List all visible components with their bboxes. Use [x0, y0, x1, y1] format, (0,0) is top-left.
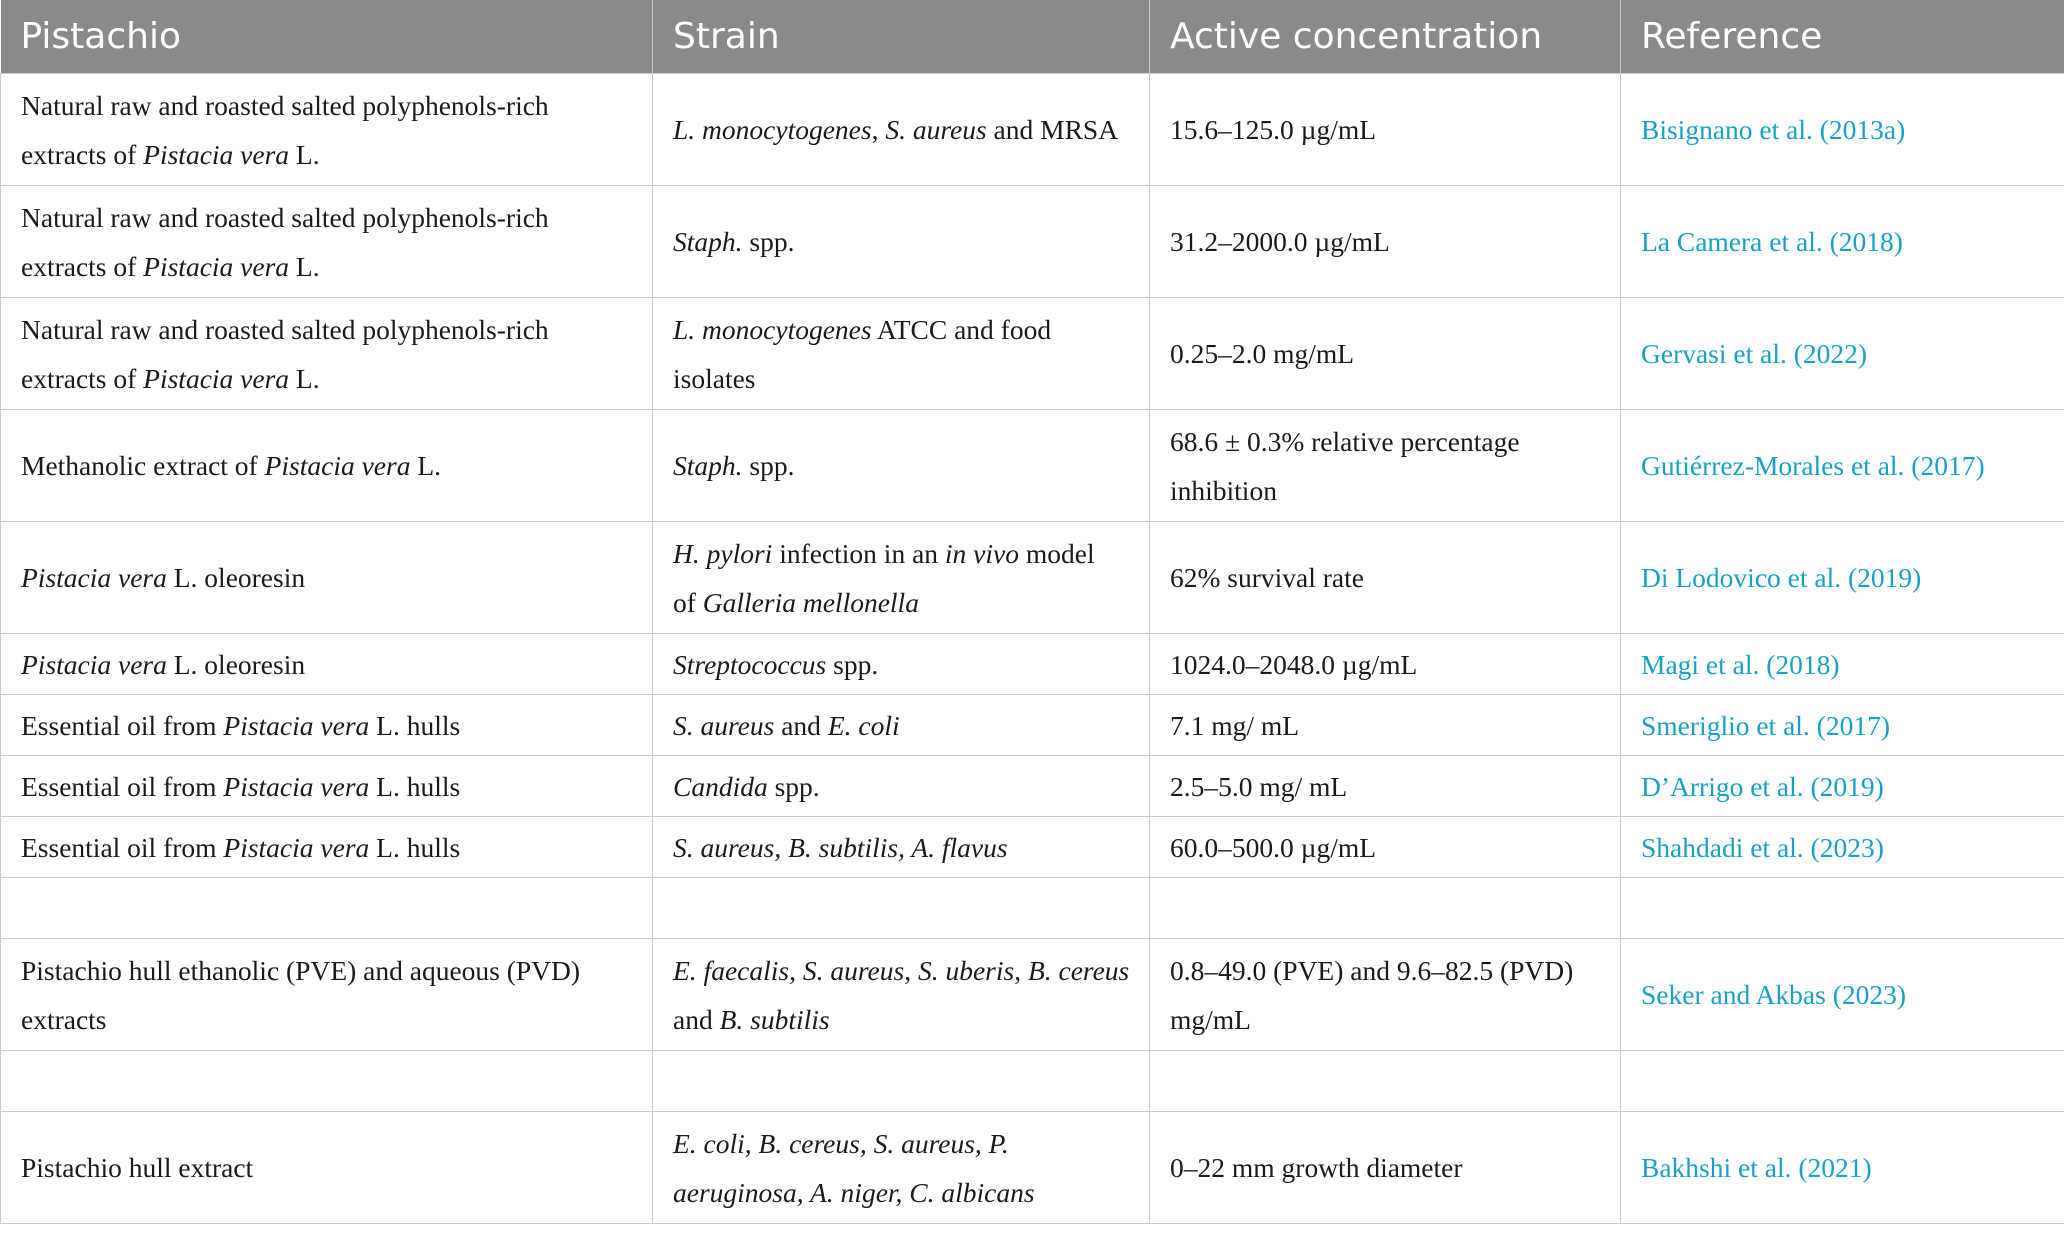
cell-concentration: 31.2–2000.0 µg/mL: [1150, 186, 1621, 298]
reference-link[interactable]: Bakhshi et al. (2021): [1621, 1112, 2064, 1224]
reference-link[interactable]: D’Arrigo et al. (2019): [1621, 756, 2064, 817]
table-row: [1, 817, 2064, 878]
cell-concentration: 15.6–125.0 µg/mL: [1150, 74, 1621, 186]
header-pistachio: Pistachio: [1, 0, 653, 74]
cell-strain: Staph. spp.: [653, 410, 1150, 522]
empty-cell: [1, 1051, 653, 1112]
empty-row: [1, 1051, 2064, 1112]
table-row: [1, 522, 2064, 634]
reference-link[interactable]: Bisignano et al. (2013a): [1621, 74, 2064, 186]
cell-strain: Candida spp.: [653, 756, 1150, 817]
reference-link[interactable]: La Camera et al. (2018): [1621, 186, 2064, 298]
cell-pistachio: Essential oil from Pistacia vera L. hulls: [1, 695, 653, 756]
empty-cell: [653, 1051, 1150, 1112]
cell-concentration: 62% survival rate: [1150, 522, 1621, 634]
header-row: [1, 0, 2064, 74]
table-row: [1, 939, 2064, 1051]
cell-concentration: 68.6 ± 0.3% relative percentage inhibition: [1150, 410, 1621, 522]
cell-pistachio: Pistacia vera L. oleoresin: [1, 634, 653, 695]
header-active-concentration: Active concentration: [1150, 0, 1621, 74]
empty-cell: [653, 878, 1150, 939]
cell-strain: E. coli, B. cereus, S. aureus, P. aeruginosa, A. niger, C. albicans: [653, 1112, 1150, 1224]
cell-pistachio: Pistachio hull extract: [1, 1112, 653, 1224]
cell-pistachio: Pistachio hull ethanolic (PVE) and aqueous (PVD) extracts: [1, 939, 653, 1051]
cell-concentration: 0.25–2.0 mg/mL: [1150, 298, 1621, 410]
cell-concentration: 7.1 mg/ mL: [1150, 695, 1621, 756]
cell-pistachio: Essential oil from Pistacia vera L. hulls: [1, 817, 653, 878]
empty-cell: [1, 878, 653, 939]
cell-concentration: 0.8–49.0 (PVE) and 9.6–82.5 (PVD) mg/mL: [1150, 939, 1621, 1051]
cell-pistachio: Natural raw and roasted salted polyphenols-rich extracts of Pistacia vera L.: [1, 186, 653, 298]
cell-strain: E. faecalis, S. aureus, S. uberis, B. cereus and B. subtilis: [653, 939, 1150, 1051]
table-row: [1, 186, 2064, 298]
table-row: [1, 410, 2064, 522]
empty-cell: [1150, 1051, 1621, 1112]
cell-concentration: 60.0–500.0 µg/mL: [1150, 817, 1621, 878]
reference-link[interactable]: Gutiérrez-Morales et al. (2017): [1621, 410, 2064, 522]
table-row: [1, 695, 2064, 756]
empty-cell: [1621, 878, 2064, 939]
table-row: [1, 1112, 2064, 1224]
cell-pistachio: Methanolic extract of Pistacia vera L.: [1, 410, 653, 522]
table-row: [1, 298, 2064, 410]
table-row: [1, 74, 2064, 186]
header-reference: Reference: [1621, 0, 2064, 74]
cell-pistachio: Essential oil from Pistacia vera L. hulls: [1, 756, 653, 817]
reference-link[interactable]: Di Lodovico et al. (2019): [1621, 522, 2064, 634]
cell-concentration: 0–22 mm growth diameter: [1150, 1112, 1621, 1224]
cell-concentration: 2.5–5.0 mg/ mL: [1150, 756, 1621, 817]
reference-link[interactable]: Magi et al. (2018): [1621, 634, 2064, 695]
cell-pistachio: Pistacia vera L. oleoresin: [1, 522, 653, 634]
cell-strain: S. aureus, B. subtilis, A. flavus: [653, 817, 1150, 878]
reference-link[interactable]: Seker and Akbas (2023): [1621, 939, 2064, 1051]
reference-link[interactable]: Smeriglio et al. (2017): [1621, 695, 2064, 756]
table-row: [1, 634, 2064, 695]
empty-row: [1, 878, 2064, 939]
empty-cell: [1150, 878, 1621, 939]
reference-link[interactable]: Shahdadi et al. (2023): [1621, 817, 2064, 878]
cell-strain: H. pylori infection in an in vivo model of Galleria mellonella: [653, 522, 1150, 634]
cell-strain: S. aureus and E. coli: [653, 695, 1150, 756]
cell-pistachio: Natural raw and roasted salted polyphenols-rich extracts of Pistacia vera L.: [1, 298, 653, 410]
cell-strain: Streptococcus spp.: [653, 634, 1150, 695]
header-strain: Strain: [653, 0, 1150, 74]
cell-pistachio: Natural raw and roasted salted polyphenols-rich extracts of Pistacia vera L.: [1, 74, 653, 186]
empty-cell: [1621, 1051, 2064, 1112]
table-row: [1, 756, 2064, 817]
cell-strain: Staph. spp.: [653, 186, 1150, 298]
cell-concentration: 1024.0–2048.0 µg/mL: [1150, 634, 1621, 695]
cell-strain: L. monocytogenes, S. aureus and MRSA: [653, 74, 1150, 186]
cell-strain: L. monocytogenes ATCC and food isolates: [653, 298, 1150, 410]
reference-link[interactable]: Gervasi et al. (2022): [1621, 298, 2064, 410]
